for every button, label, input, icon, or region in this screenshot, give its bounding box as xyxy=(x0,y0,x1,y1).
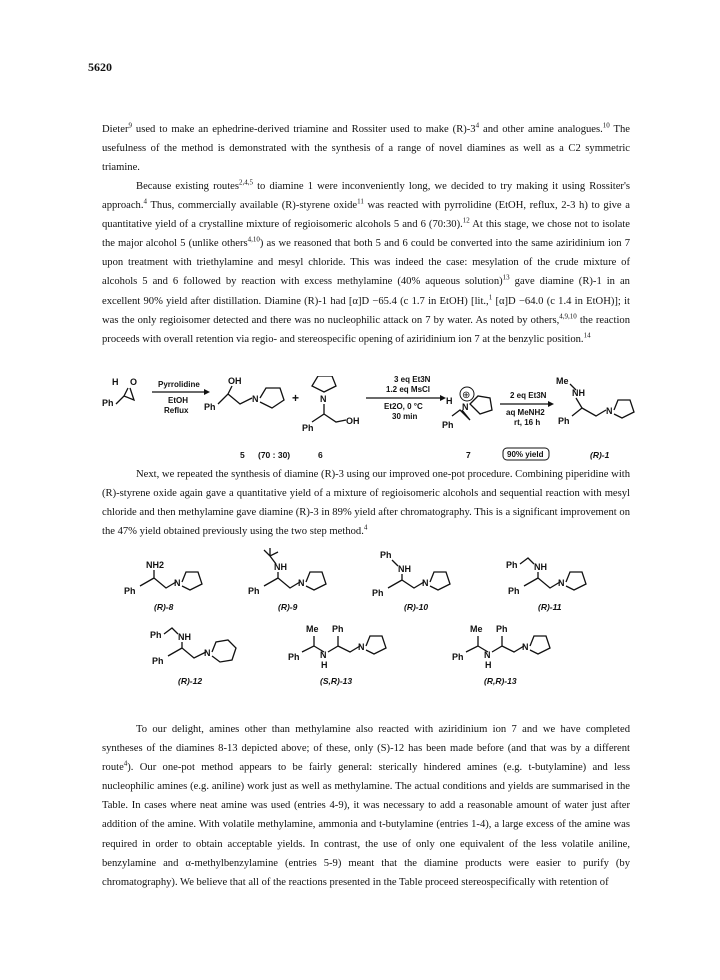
svg-text:N: N xyxy=(320,650,327,660)
svg-text:N: N xyxy=(522,642,529,652)
svg-text:Ph: Ph xyxy=(380,550,392,560)
svg-text:N: N xyxy=(174,578,181,588)
svg-text:(R,R)-13: (R,R)-13 xyxy=(484,676,517,686)
svg-text:3 eq Et3N: 3 eq Et3N xyxy=(394,376,431,384)
citation: 4,9,10 xyxy=(559,312,577,321)
aziridinium-7-structure xyxy=(442,387,492,430)
svg-text:NH: NH xyxy=(572,388,585,398)
svg-text:Ph: Ph xyxy=(442,420,454,430)
diamine-13-sr-structure xyxy=(288,624,386,686)
svg-text:NH: NH xyxy=(398,564,411,574)
citation: 11 xyxy=(357,197,364,206)
svg-text:Ph: Ph xyxy=(452,652,464,662)
svg-text:+: + xyxy=(292,391,300,405)
citation: 4 xyxy=(363,523,368,532)
diamine-13-rr-structure xyxy=(452,624,550,686)
diamine-1-structure xyxy=(556,376,634,426)
svg-text:N: N xyxy=(462,402,469,412)
svg-text:(70 : 30): (70 : 30) xyxy=(258,450,291,460)
alcohol-5-structure xyxy=(204,376,284,412)
svg-text:N: N xyxy=(204,648,211,658)
page-number: 5620 xyxy=(88,60,112,74)
alcohol-6-structure xyxy=(302,376,360,433)
svg-text:Ph: Ph xyxy=(506,560,518,570)
svg-text:H: H xyxy=(112,377,119,387)
svg-text:7: 7 xyxy=(466,450,471,460)
svg-text:N: N xyxy=(422,578,429,588)
svg-text:Ph: Ph xyxy=(372,588,384,598)
svg-text:Ph: Ph xyxy=(248,586,260,596)
svg-text:EtOH: EtOH xyxy=(168,396,188,405)
diamine-structures xyxy=(114,548,626,720)
citation: 13 xyxy=(502,273,510,282)
citation: 4 xyxy=(123,759,128,768)
svg-text:Me: Me xyxy=(470,624,483,634)
svg-text:(R)-8: (R)-8 xyxy=(154,602,174,612)
svg-text:(R)-1: (R)-1 xyxy=(590,450,610,460)
svg-text:(S,R)-13: (S,R)-13 xyxy=(320,676,353,686)
citation: 12 xyxy=(462,216,470,225)
svg-text:(R)-12: (R)-12 xyxy=(178,676,203,686)
citation: 14 xyxy=(583,331,591,340)
diamine-10-structure xyxy=(372,550,450,612)
svg-text:N: N xyxy=(320,394,327,404)
svg-text:(R)-11: (R)-11 xyxy=(538,602,562,612)
svg-text:NH: NH xyxy=(534,562,547,572)
paragraph-2: Because existing routes$^{2,4,5}$ to diamine 1 were inconveniently long, we decided to try making it using Rossiter's approach.$^4$ Thus, commercially available (R)-styrene oxide$^{11}$ was reacted with pyrrolidine (EtOH, reflux, 2-3 h) to give a quantitative yield of a crystalline mixture of regioisomeric alcohols 5 and 6 (70:30).$^{12}$ At this stage, we chose not to isolate the major alcohol 5 (unlike others$^{4,10}$) as we reasoned that both 5 and 6 could be converted into the same aziridinium ion 7 upon treatment with triethylamine and mesyl chloride. This was indeed the case: mesylation of the crude mixture of alcohols 5 and 6 followed by reaction with excess methylamine (40% aqueous solution)$^{13}$ gave diamine (R)-1 in an excellent 90% yield after distillation. Diamine (R)-1 had [α]D −65.4 (c 1.7 in EtOH) [lit.,$^1$ [α]D −64.0 (c 1.4 in EtOH)]; it was the only regioisomer detected and there was no nucleophilic attack on 7 by water. As noted by others,$^{4,9,10}$ the reaction proceeds with overall retention via regio- and stereospecific opening of aziridinium ion 7 at the benzylic position.$^{14}$ xyxy=(102,178,631,345)
svg-text:2 eq Et3N: 2 eq Et3N xyxy=(510,391,547,400)
svg-text:30 min: 30 min xyxy=(392,412,418,421)
citation: 4 xyxy=(143,197,147,206)
svg-text:H: H xyxy=(485,660,492,670)
diamine-9-structure xyxy=(248,548,326,612)
svg-text:Ph: Ph xyxy=(302,423,314,433)
svg-text:(R)-10: (R)-10 xyxy=(404,602,429,612)
svg-text:Ph: Ph xyxy=(288,652,300,662)
svg-text:O: O xyxy=(130,377,138,387)
svg-text:Ph: Ph xyxy=(152,656,164,666)
svg-text:Ph: Ph xyxy=(558,416,570,426)
diamine-12-structure xyxy=(150,628,236,686)
citation: 4,10 xyxy=(247,235,260,244)
diamine-structures-drawing xyxy=(114,548,626,720)
reaction-arrow-3 xyxy=(500,391,554,427)
svg-text:Ph: Ph xyxy=(150,630,162,640)
citation: 4 xyxy=(475,121,480,130)
citation: 2,4,5 xyxy=(238,178,253,187)
svg-text:Ph: Ph xyxy=(124,586,136,596)
paragraph-4: To our delight, amines other than methylamine also reacted with aziridinium ion 7 and we have completed syntheses of the diamines 8-13 depicted above; of these, only (S)-12 has been made before (and that was by a different route$^4$). Our one-pot method appears to be fairly general: sterically hindered amines (e.g. t-butylamine) and less nucleophilic amines (e.g. aniline) work just as well as methylamine. The actual conditions and yields are summarised in the Table. In cases where neat amine was used (entries 4-9), it was necessary to add a reasonable amount of water just after addition of the amine. With volatile methylamine, ammonia and t-butylamine (entries 1-4), a large excess of the amine was required in order to obtain acceptable yields. In contrast, the use of only one equivalent of the less volatile aniline, benzylamine and α-methylbenzylamine (entries 5-9) meant that the diamine products were easier to purify (by chromatography). We believe that all of the reactions presented in the Table proceed stereospecifically with retention of xyxy=(102,724,630,888)
svg-text:NH2: NH2 xyxy=(146,560,165,570)
reaction-arrow-2 xyxy=(366,376,446,421)
svg-text:⊕: ⊕ xyxy=(462,390,471,401)
svg-text:Et2O, 0 °C: Et2O, 0 °C xyxy=(384,402,423,411)
citation: 1 xyxy=(488,293,493,302)
svg-text:Me: Me xyxy=(556,376,569,386)
citation: 10 xyxy=(602,121,610,130)
svg-text:H: H xyxy=(446,396,453,406)
svg-text:90% yield: 90% yield xyxy=(507,450,544,459)
citation: 9 xyxy=(128,121,132,130)
svg-text:N: N xyxy=(606,406,613,416)
svg-text:rt, 16 h: rt, 16 h xyxy=(514,418,541,427)
svg-text:OH: OH xyxy=(228,376,242,386)
svg-text:H: H xyxy=(321,660,328,670)
reaction-scheme-drawing xyxy=(100,376,640,468)
reaction-arrow-1 xyxy=(152,380,210,415)
diamine-11-structure xyxy=(506,558,586,612)
paragraph-3: Next, we repeated the synthesis of diamine (R)-3 using our improved one-pot procedure. Combining piperidine with (R)-styrene oxide again gave a quantitative yield of a mixture of regioisomeric alcohols and sequential reaction with mesyl chloride and then methylamine gave diamine (R)-3 in 89% yield after chromatography. This is a significant improvement on the 47% yield obtained previously using the two step method.$^4$ xyxy=(102,469,630,538)
svg-text:Ph: Ph xyxy=(332,624,344,634)
svg-text:N: N xyxy=(298,578,305,588)
reaction-scheme xyxy=(100,376,640,468)
svg-text:Ph: Ph xyxy=(204,402,216,412)
paragraph-1: Dieter$^9$ used to make an ephedrine-derived triamine and Rossiter used to make $(R)-3^4$ and other amine analogues.$^{10}$ The usefulness of the method is demonstrated with the synthesis of a range of novel diamines as well as a C2 symmetric triamine. xyxy=(102,121,630,174)
svg-text:Pyrrolidine: Pyrrolidine xyxy=(158,380,200,389)
svg-text:5: 5 xyxy=(240,450,245,460)
svg-text:N: N xyxy=(252,394,259,404)
svg-text:6: 6 xyxy=(318,450,323,460)
svg-text:1.2 eq MsCl: 1.2 eq MsCl xyxy=(386,385,431,394)
svg-text:Ph: Ph xyxy=(496,624,508,634)
svg-text:Ph: Ph xyxy=(508,586,520,596)
svg-text:NH: NH xyxy=(178,632,191,642)
svg-text:(R)-9: (R)-9 xyxy=(278,602,298,612)
svg-text:N: N xyxy=(358,642,365,652)
svg-text:N: N xyxy=(558,578,565,588)
svg-text:N: N xyxy=(484,650,491,660)
svg-text:Me: Me xyxy=(306,624,319,634)
svg-text:OH: OH xyxy=(346,416,360,426)
svg-text:Reflux: Reflux xyxy=(164,406,189,415)
svg-text:aq MeNH2: aq MeNH2 xyxy=(506,408,545,417)
styrene-oxide-structure xyxy=(102,377,137,408)
diamine-8-structure xyxy=(124,560,202,612)
svg-text:NH: NH xyxy=(274,562,287,572)
svg-text:Ph: Ph xyxy=(102,398,114,408)
